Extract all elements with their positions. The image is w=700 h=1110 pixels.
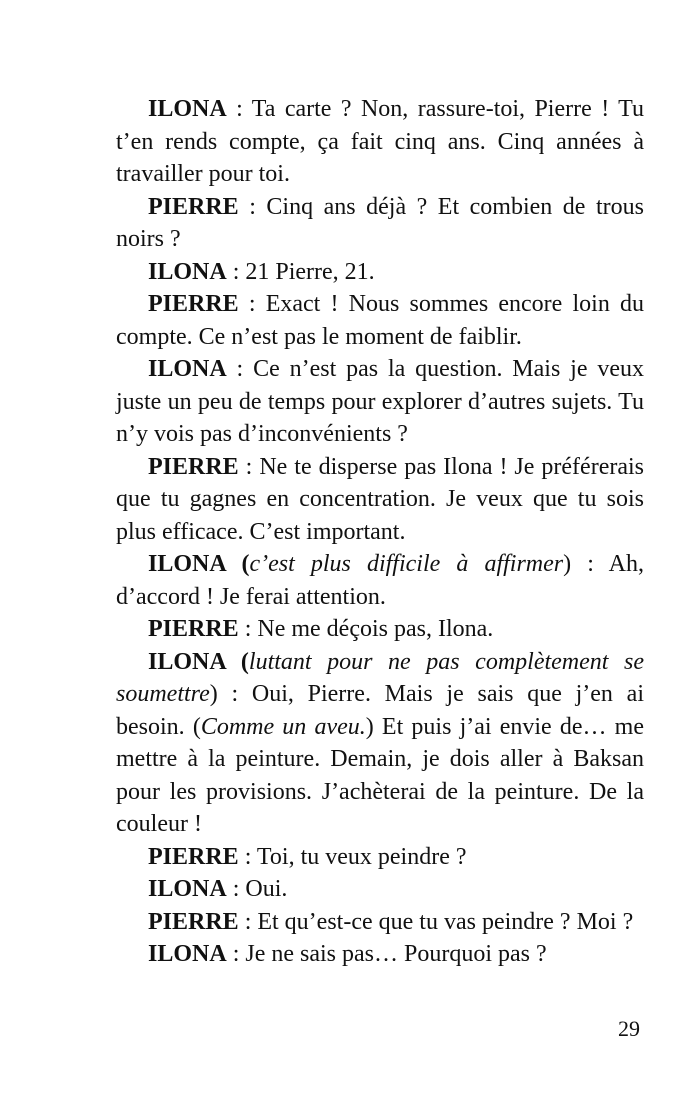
dialogue-line-3 — [116, 256, 644, 289]
line-text: : Oui. — [226, 876, 288, 902]
dialogue-line-13 — [116, 938, 644, 971]
dialogue-line-6 — [116, 451, 644, 549]
paren-open: ( — [225, 648, 249, 675]
line-text: : Ce n’est pas la question. Mais je veux juste un peu de temps pour explorer d’autres sujets. Tu n’y vois pas d’inconvénients ? — [116, 356, 644, 447]
page-number: 29 — [618, 1016, 640, 1041]
line-text: : Ta carte ? Non, rassure-toi, Pierre ! Tu t’en rends compte, ça fait cinq ans. Cinq années à travailler pour toi. — [116, 96, 644, 187]
speaker-name: ILONA — [148, 941, 227, 967]
line-text: : Je ne sais pas… Pourquoi pas ? — [226, 941, 547, 967]
speaker-name: PIERRE — [148, 616, 239, 642]
line-text: : Exact ! Nous sommes encore loin du compte. Ce n’est pas le moment de faiblir. — [116, 291, 644, 350]
speaker-name: ILONA — [148, 258, 227, 285]
speaker-name: PIERRE — [148, 193, 239, 220]
speaker-name: ILONA — [148, 876, 227, 902]
speaker-name: ILONA — [148, 96, 227, 122]
line-text: Ah, d’accord ! Je ferai attention. — [116, 551, 644, 610]
dialogue-line-9 — [116, 646, 644, 841]
speaker-name: ILONA — [148, 356, 227, 382]
dialogue-line-4 — [116, 288, 644, 353]
speaker-name: ILONA — [148, 648, 226, 675]
line-text: : Et qu’est-ce que tu vas peindre ? Moi ? — [238, 908, 634, 935]
speaker-name: PIERRE — [148, 291, 239, 317]
paren-close: ) : — [209, 681, 252, 707]
line-text: Oui, Pierre. Mais je sais que j’en ai besoin. ( — [116, 681, 644, 740]
line-text: : Ne me déçois pas, Ilona. — [238, 616, 494, 642]
dialogue-line-2 — [116, 191, 644, 256]
line-text: : Ne te disperse pas Ilona ! Je préférerais que tu gagnes en concentration. Je veux que tu sois plus efficace. C’est important. — [116, 453, 644, 545]
dialogue-line-7 — [116, 548, 644, 613]
speaker-name: PIERRE — [148, 453, 239, 480]
dialogue-line-5 — [116, 353, 644, 451]
stage-direction-inline: Comme un aveu. — [200, 713, 366, 740]
line-text: : 21 Pierre, 21. — [226, 258, 375, 285]
dialogue-line-10 — [116, 841, 644, 874]
speaker-name: PIERRE — [148, 843, 239, 870]
speaker-name: ILONA — [148, 551, 226, 577]
stage-direction: luttant pour ne pas complètement se soumettre — [116, 648, 644, 707]
dialogue-line-12 — [116, 906, 644, 939]
stage-direction: c’est plus difficile à affirmer — [249, 551, 564, 577]
dialogue-line-1 — [116, 93, 644, 191]
paren-open: ( — [225, 551, 250, 577]
line-text: : Toi, tu veux peindre ? — [238, 843, 467, 870]
dialogue-line-11 — [116, 873, 644, 906]
line-text-continued: ) Et puis j’ai envie de… me mettre à la peinture. Demain, je dois aller à Baksan pour les provisions. J’achèterai de la peinture. De la couleur ! — [116, 713, 644, 837]
speaker-name: PIERRE — [148, 908, 239, 935]
dialogue-line-8 — [116, 613, 644, 646]
line-text: : Cinq ans déjà ? Et combien de trous noirs ? — [116, 193, 644, 252]
dialogue-text — [116, 93, 644, 971]
paren-close: ) : — [563, 551, 609, 577]
